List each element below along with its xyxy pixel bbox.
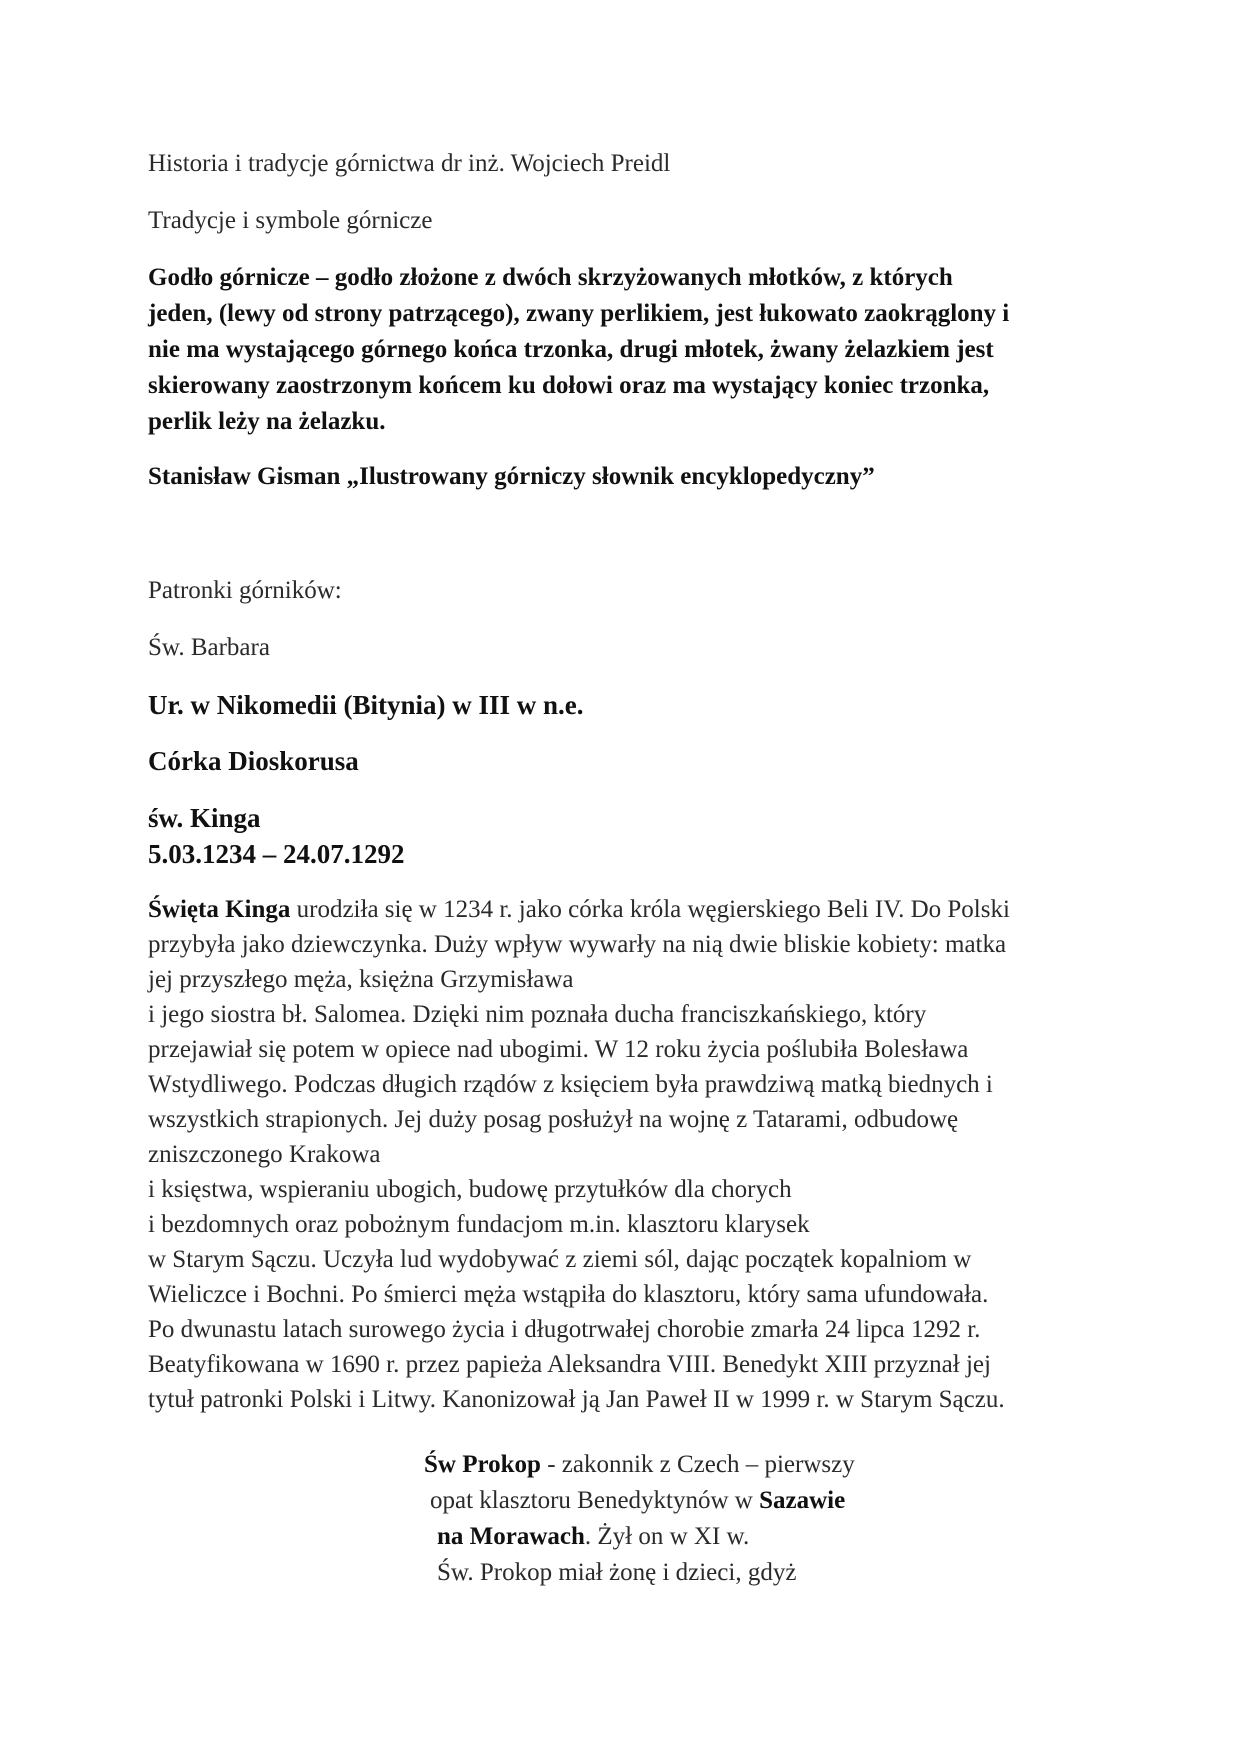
kinga-name: św. Kinga bbox=[148, 803, 261, 833]
course-title: Historia i tradycje górnictwa dr inż. Wojciech Preidl bbox=[148, 150, 671, 177]
kinga-bio-line: jej przyszłego męża, księżna Grzymisława bbox=[148, 966, 574, 993]
kinga-dates: 5.03.1234 – 24.07.1292 bbox=[148, 839, 405, 869]
prokop-name: Św Prokop bbox=[424, 1451, 541, 1478]
emblem-definition-line: Godło górnicze – godło złożone z dwóch skrzyżowanych młotków, z których bbox=[148, 264, 953, 291]
kinga-bio-text: urodziła się w 1234 r. jako córka króla węgierskiego Beli IV. Do Polski bbox=[290, 896, 1010, 923]
section-title: Tradycje i symbole górnicze bbox=[148, 207, 433, 234]
prokop-line bbox=[437, 1522, 749, 1552]
patrons-heading: Patronki górników: bbox=[148, 577, 342, 604]
kinga-bio-line: Wstydliwego. Podczas długich rządów z księciem była prawdziwą matką biednych i bbox=[148, 1071, 993, 1098]
kinga-bio-line: tytuł patronki Polski i Litwy. Kanonizował ją Jan Paweł II w 1999 r. w Starym Sączu. bbox=[148, 1386, 1005, 1413]
emblem-source: Stanisław Gisman „Ilustrowany górniczy słownik encyklopedyczny” bbox=[148, 463, 875, 490]
prokop-region: na Morawach bbox=[437, 1523, 585, 1550]
kinga-bio-line bbox=[148, 895, 1010, 925]
kinga-bio-line: przejawiał się potem w opiece nad ubogimi. W 12 roku życia poślubiła Bolesława bbox=[148, 1036, 969, 1063]
barbara-born: Ur. w Nikomedii (Bitynia) w III w n.e. bbox=[148, 690, 584, 720]
prokop-text: . Żył on w XI w. bbox=[584, 1523, 750, 1550]
prokop-line bbox=[424, 1450, 855, 1480]
prokop-line: Św. Prokop miał żonę i dzieci, gdyż bbox=[437, 1559, 797, 1586]
kinga-bio-line: Wieliczce i Bochni. Po śmierci męża wstąpiła do klasztoru, który sama ufundowała. bbox=[148, 1281, 989, 1308]
kinga-bio-line: i księstwa, wspieraniu ubogich, budowę przytułków dla chorych bbox=[148, 1176, 792, 1203]
kinga-bio-name: Święta Kinga bbox=[148, 896, 291, 923]
emblem-definition-line: nie ma wystającego górnego końca trzonka, drugi młotek, żwany żelazkiem jest bbox=[148, 336, 994, 363]
emblem-definition-line: jeden, (lewy od strony patrzącego), zwany perlikiem, jest łukowato zaokrąglony i bbox=[148, 300, 1010, 327]
prokop-text: opat klasztoru Benedyktynów w bbox=[430, 1487, 760, 1514]
prokop-line bbox=[430, 1486, 845, 1516]
kinga-bio-line: zniszczonego Krakowa bbox=[148, 1141, 381, 1168]
kinga-bio-line: w Starym Sączu. Uczyła lud wydobywać z ziemi sól, dając początek kopalniom w bbox=[148, 1246, 972, 1273]
kinga-bio-line: i bezdomnych oraz pobożnym fundacjom m.in. klasztoru klarysek bbox=[148, 1211, 810, 1238]
kinga-bio-line: wszystkich strapionych. Jej duży posag posłużył na wojnę z Tatarami, odbudowę bbox=[148, 1106, 959, 1133]
prokop-place: Sazawie bbox=[759, 1487, 846, 1514]
emblem-definition-line: perlik leży na żelazku. bbox=[148, 408, 386, 435]
emblem-definition-line: skierowany zaostrzonym końcem ku dołowi oraz ma wystający koniec trzonka, bbox=[148, 372, 990, 399]
barbara-name: Św. Barbara bbox=[148, 634, 270, 661]
kinga-bio-line: Beatyfikowana w 1690 r. przez papieża Aleksandra VIII. Benedykt XIII przyznał jej bbox=[148, 1351, 991, 1378]
kinga-bio-line: Po dwunastu latach surowego życia i długotrwałej chorobie zmarła 24 lipca 1292 r. bbox=[148, 1316, 981, 1343]
kinga-bio-line: i jego siostra bł. Salomea. Dzięki nim poznała ducha franciszkańskiego, który bbox=[148, 1001, 927, 1028]
kinga-bio-line: przybyła jako dziewczynka. Duży wpływ wywarły na nią dwie bliskie kobiety: matka bbox=[148, 931, 1007, 958]
barbara-parent: Córka Dioskorusa bbox=[148, 746, 359, 776]
prokop-text: - zakonnik z Czech – pierwszy bbox=[540, 1451, 855, 1478]
